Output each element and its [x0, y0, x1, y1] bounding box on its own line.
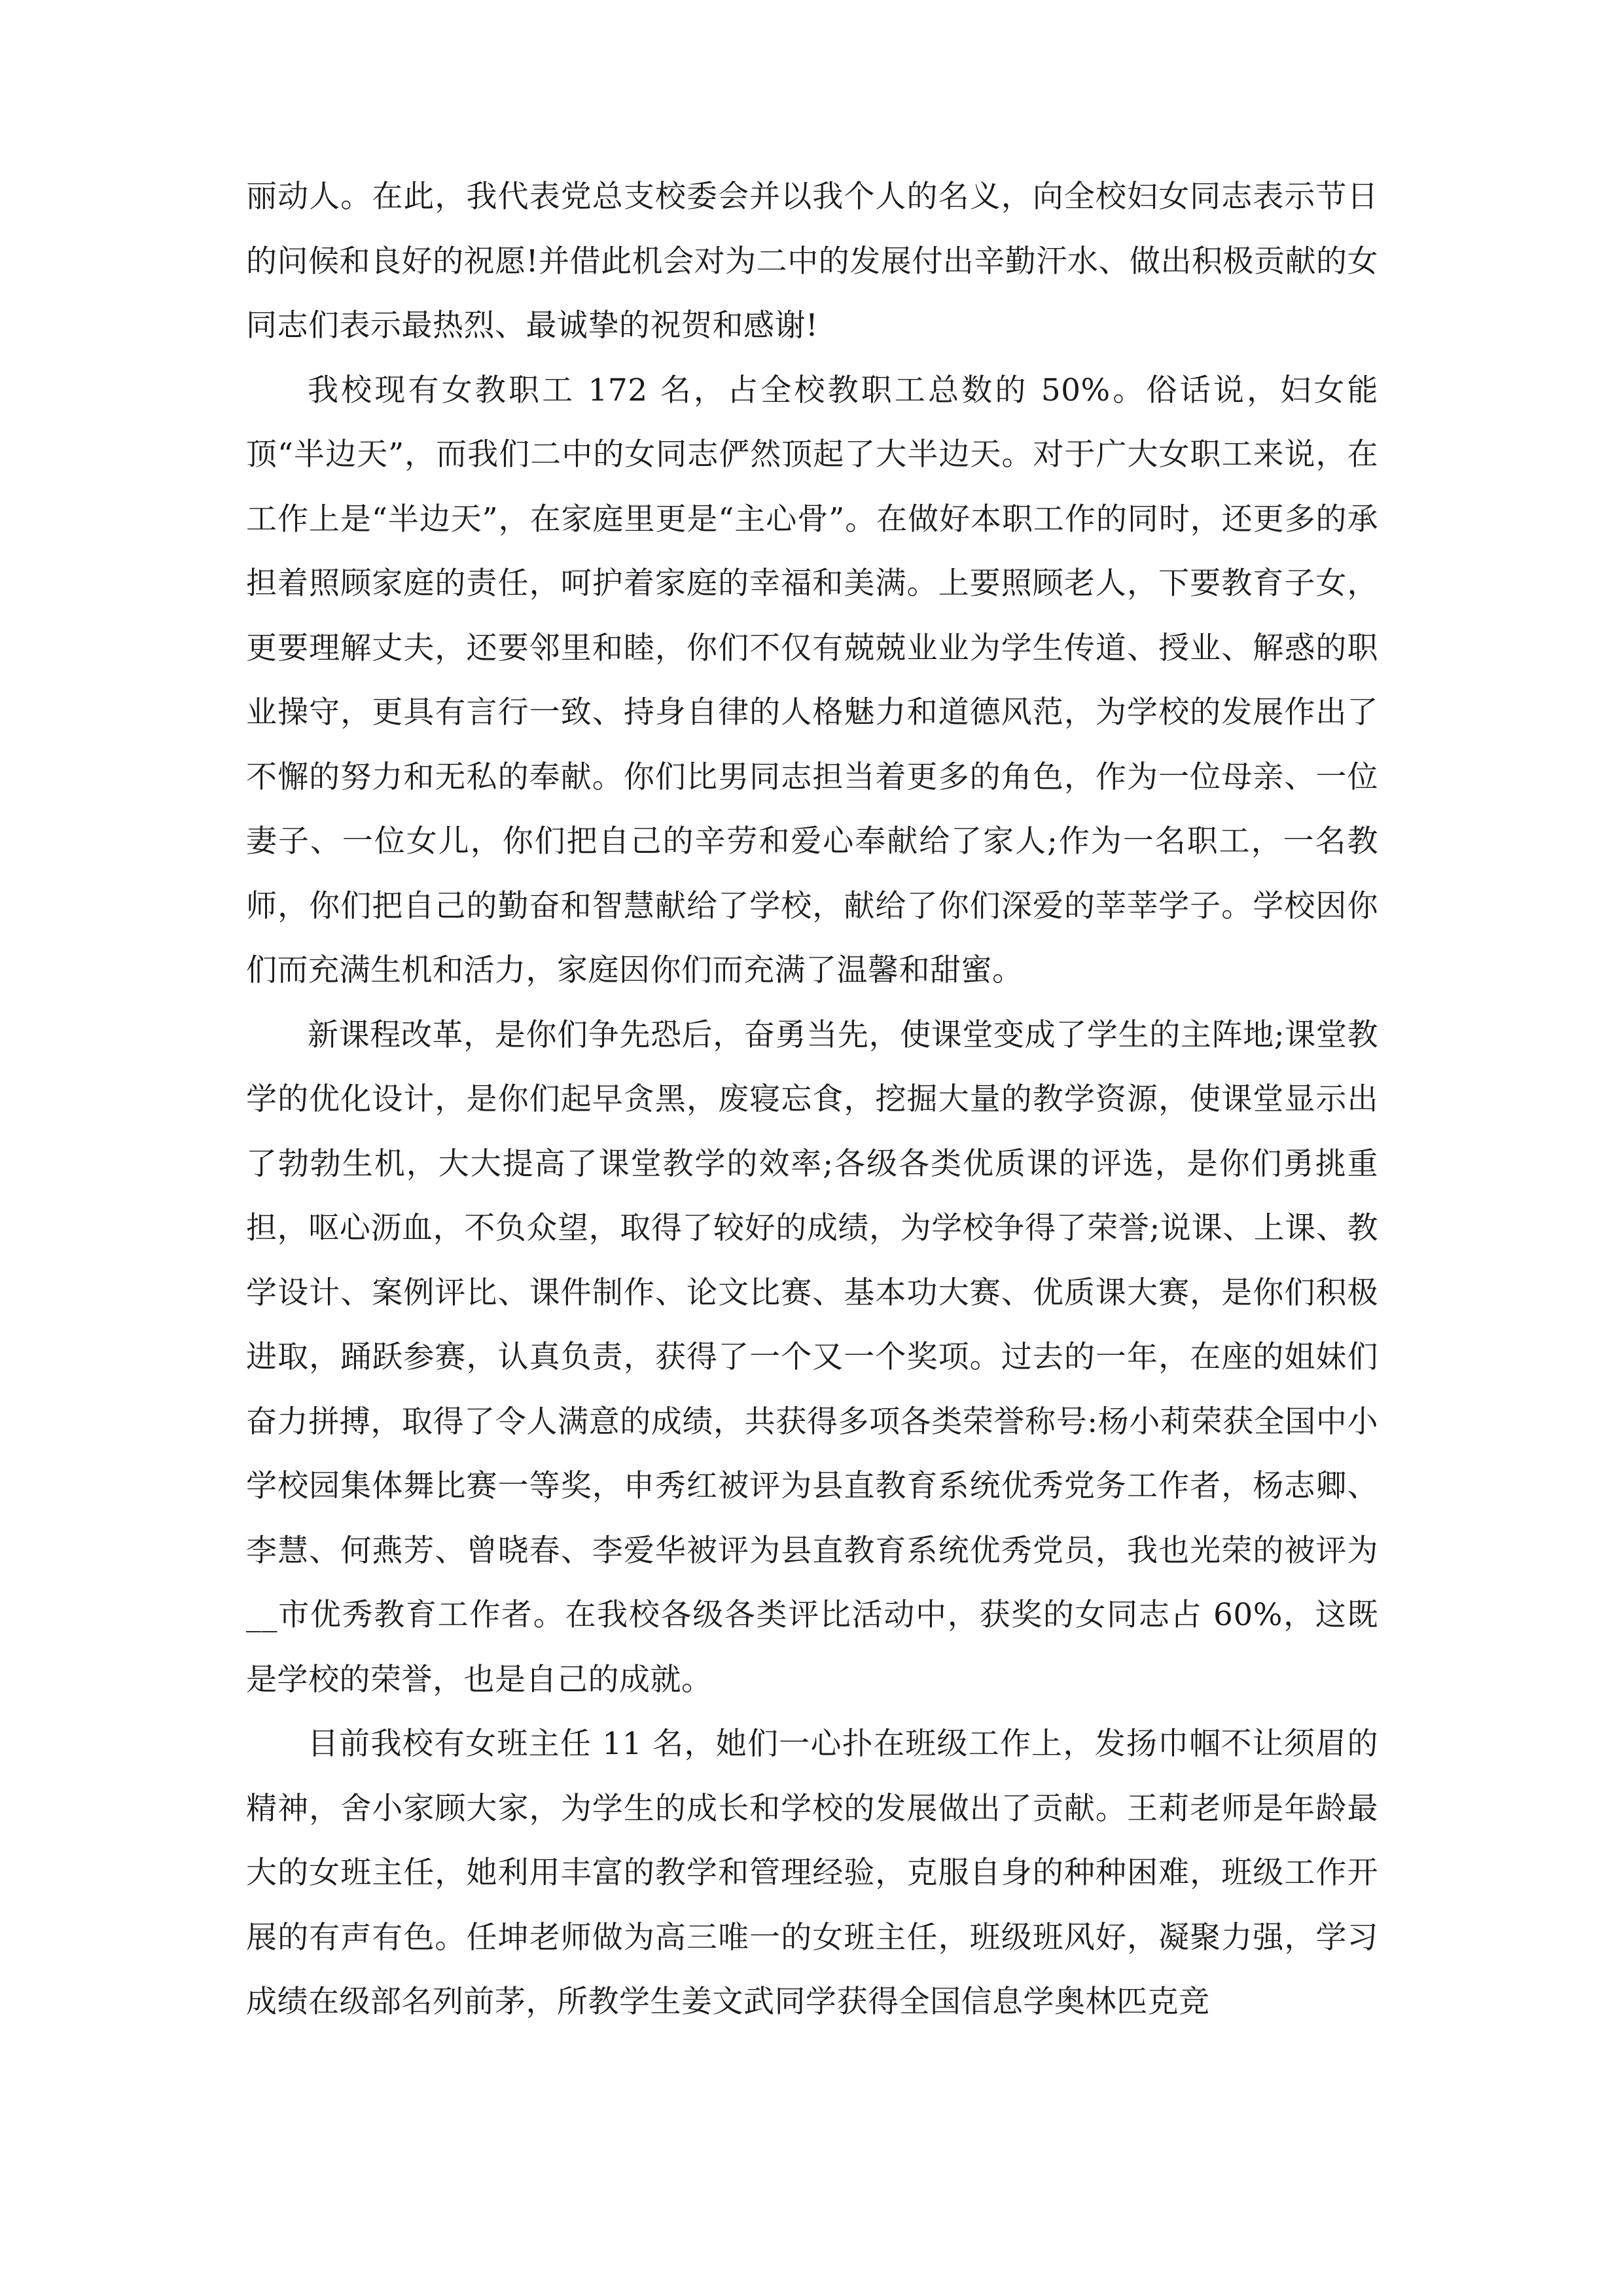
paragraph-female-staff: 我校现有女教职工 172 名，占全校教职工总数的 50%。俗话说，妇女能顶“半边天”，而我们二中的女同志俨然顶起了大半边天。对于广大女职工来说，在工作上是“半边天”，在家庭里更是“主心骨”。在做好本职工作的同时，还更多的承担着照顾家庭的责任，呵护着家庭的幸福和美满。上要照顾老人，下要教育子女，更要理解丈夫，还要邻里和睦，你们不仅有兢兢业业为学生传道、授业、解惑的职业操守，更具有言行一致、持身自律的人格魅力和道德风范，为学校的发展作出了不懈的努力和无私的奉献。你们比男同志担当着更多的角色，作为一位母亲、一位妻子、一位女儿，你们把自己的辛劳和爱心奉献给了家人;作为一名职工，一名教师，你们把自己的勤奋和智慧献给了学校，献给了你们深爱的莘莘学子。学校因你们而充满生机和活力，家庭因你们而充满了温馨和甜蜜。	[246, 372, 1378, 988]
paragraph-greeting-continuation: 丽动人。在此，我代表党总支校委会并以我个人的名义，向全校妇女同志表示节日的问候和良好的祝愿!并借此机会对为二中的发展付出辛勤汗水、做出积极贡献的女同志们表示最热烈、最诚挚的祝贺和感谢!	[246, 179, 1378, 344]
paragraph-curriculum-reform: 新课程改革，是你们争先恐后，奋勇当先，使课堂变成了学生的主阵地;课堂教学的优化设计，是你们起早贪黑，废寝忘食，挖掘大量的教学资源，使课堂显示出了勃勃生机，大大提高了课堂教学的效率;各级各类优质课的评选，是你们勇挑重担，呕心沥血，不负众望，取得了较好的成绩，为学校争得了荣誉;说课、上课、教学设计、案例评比、课件制作、论文比赛、基本功大赛、优质课大赛，是你们积极进取，踊跃参赛，认真负责，获得了一个又一个奖项。过去的一年，在座的姐妹们奋力拼搏，取得了令人满意的成绩，共获得多项各类荣誉称号:杨小莉荣获全国中小学校园集体舞比赛一等奖，申秀红被评为县直教育系统优秀党务工作者，杨志卿、李慧、何燕芳、曾晓春、李爱华被评为县直教育系统优秀党员，我也光荣的被评为__市优秀教育工作者。在我校各级各类评比活动中，获奖的女同志占 60%，这既是学校的荣誉，也是自己的成就。	[246, 1016, 1378, 1698]
paragraph-class-teachers: 目前我校有女班主任 11 名，她们一心扑在班级工作上，发扬巾帼不让须眉的精神，舍小家顾大家，为学生的成长和学校的发展做出了贡献。王莉老师是年龄最大的女班主任，她利用丰富的教学和管理经验，克服自身的种种困难，班级工作开展的有声有色。任坤老师做为高三唯一的女班主任，班级班风好，凝聚力强，学习成绩在级部名列前茅，所教学生姜文武同学获得全国信息学奥林匹克竞	[246, 1726, 1378, 2020]
document-body	[246, 165, 1378, 2035]
